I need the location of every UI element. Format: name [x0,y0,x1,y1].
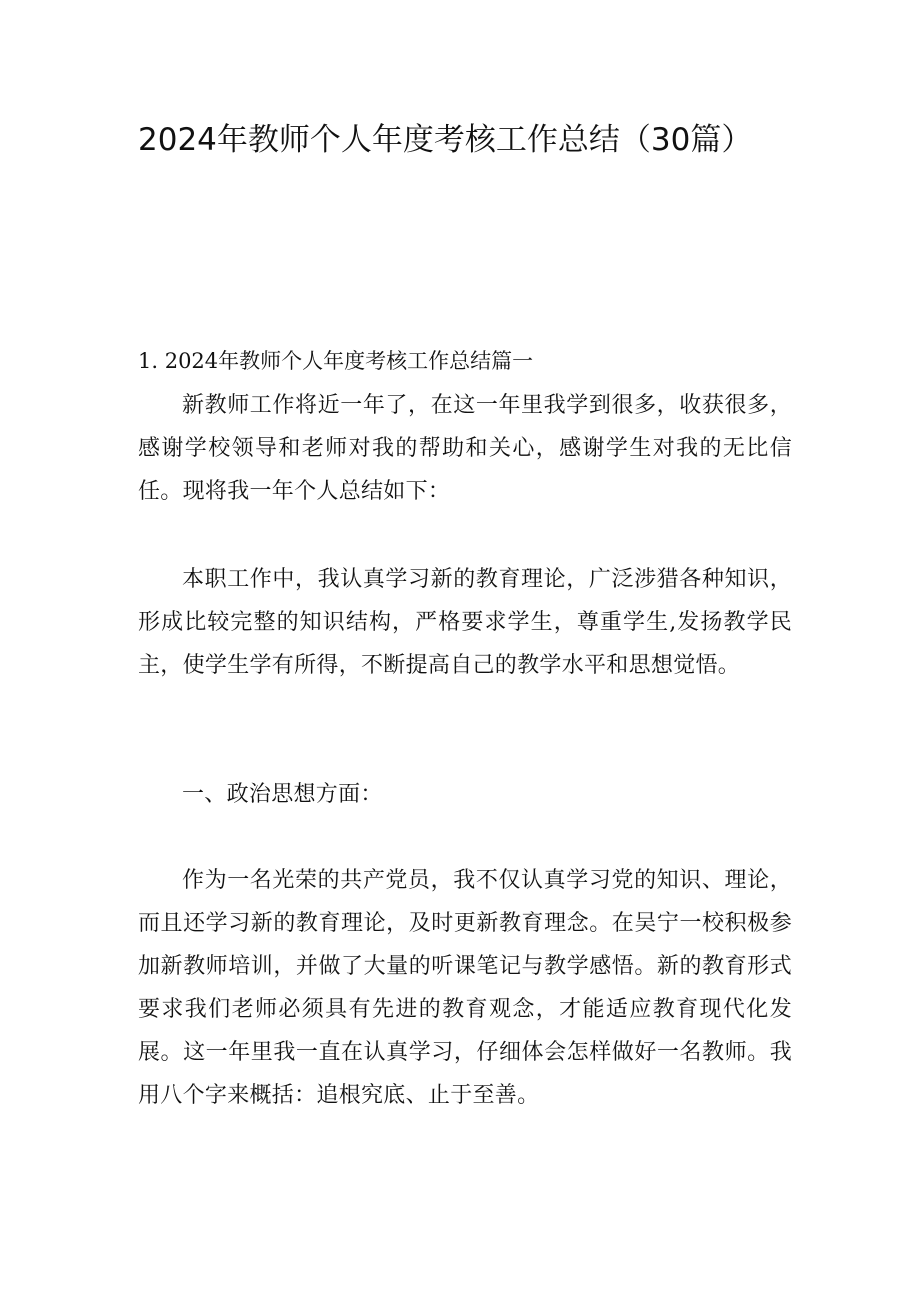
work-paragraph: 本职工作中，我认真学习新的教育理论，广泛涉猎各种知识，形成比较完整的知识结构，严格要求学生，尊重学生,发扬教学民主，使学生学有所得，不断提高自己的教学水平和思想觉悟。 [138,567,792,678]
political-thought-paragraph: 作为一名光荣的共产党员，我不仅认真学习党的知识、理论，而且还学习新的教育理论，及时更新教育理念。在吴宁一校积极参加新教师培训，并做了大量的听课笔记与教学感悟。新的教育形式要求我们老师必须具有先进的教育观念，才能适应教育现代化发展。这一年里我一直在认真学习，仔细体会怎样做好一名教师。我用八个字来概括：追根究底、止于至善。 [138,868,792,1108]
subsection-heading-political-thought: 一、政治思想方面： [182,782,383,807]
document-title: 2024年教师个人年度考核工作总结（30篇） [138,122,753,158]
section-heading: 1. 2024年教师个人年度考核工作总结篇一 [138,349,534,373]
intro-paragraph: 新教师工作将近一年了，在这一年里我学到很多，收获很多，感谢学校领导和老师对我的帮助和关心，感谢学生对我的无比信任。现将我一年个人总结如下： [138,393,792,504]
